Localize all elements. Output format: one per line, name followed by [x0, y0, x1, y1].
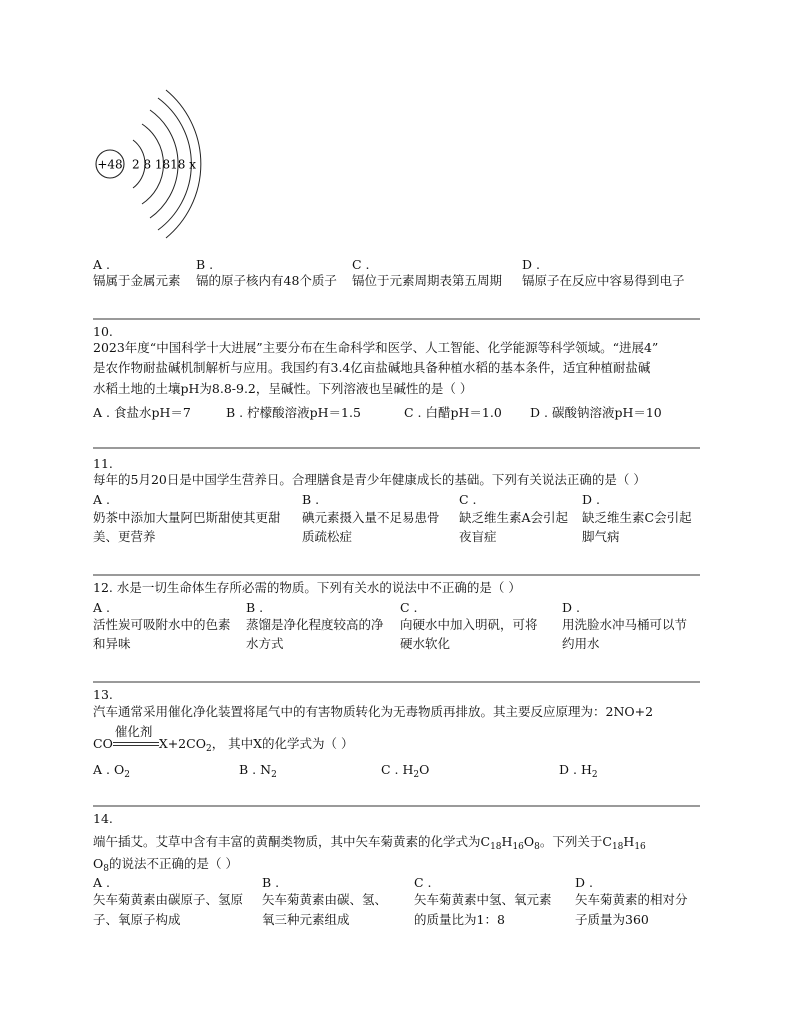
q10-stem-line-1: 2023年度“中国科学十大进展”主要分布在生命科学和医学、人工智能、化学能源等科学领域。“进展4”: [93, 340, 659, 355]
q11-option-d-label[interactable]: D .: [582, 492, 600, 507]
q11-option-d-line2[interactable]: 脚气病: [582, 529, 620, 544]
q9-option-b-text[interactable]: 镉的原子核内有48个质子: [196, 273, 337, 288]
divider: [93, 318, 700, 320]
q10-option-d[interactable]: D . 碳酸钠溶液pH＝10: [530, 405, 662, 420]
q13-option-c[interactable]: C . $H_2O$: [381, 762, 430, 780]
q14-option-d-label[interactable]: D .: [575, 875, 593, 890]
q14-option-a-label[interactable]: A .: [93, 875, 110, 890]
q9-option-a-text[interactable]: 镉属于金属元素: [93, 273, 181, 288]
q13-equation-line: [93, 724, 705, 759]
q12-option-c-line1[interactable]: 向硬水中加入明矾，可将: [400, 617, 538, 632]
q12-option-d-label[interactable]: D .: [562, 600, 580, 615]
divider: [93, 681, 700, 683]
q11-option-c-label[interactable]: C .: [459, 492, 477, 507]
q12-option-c-line2[interactable]: 硬水软化: [400, 636, 451, 651]
q14-number: 14.: [93, 811, 113, 826]
q11-option-a-label[interactable]: A .: [93, 492, 110, 507]
q10-option-a[interactable]: A . 食盐水pH＝7: [93, 405, 191, 420]
q9-option-a-label[interactable]: A .: [93, 257, 110, 272]
q9-option-b-label[interactable]: B .: [196, 257, 214, 272]
q12-option-d-line2[interactable]: 约用水: [562, 636, 600, 651]
q14-stem-line-1: 端午插艾。艾草中含有丰富的黄酮类物质，其中矢车菊黄素的化学式为$C_{18}H_{16}O_8$。下列关于$C_{18}H_{16}$: [93, 834, 646, 852]
q12-option-a-label[interactable]: A .: [93, 600, 110, 615]
q11-option-c-line1[interactable]: 缺乏维生素A会引起: [459, 510, 569, 525]
q10-number: 10.: [93, 324, 113, 339]
q12-stem: 12. 水是一切生命体生存所必需的物质。下列有关水的说法中不正确的是（ ）: [93, 580, 521, 595]
q11-number: 11.: [93, 456, 113, 471]
q9-option-d-label[interactable]: D .: [522, 257, 540, 272]
q14-option-b-line1[interactable]: 矢车菊黄素由碳、氢、: [262, 892, 388, 907]
q14-option-c-line2[interactable]: 的质量比为1：8: [414, 912, 505, 927]
q14-option-c-line1[interactable]: 矢车菊黄素中氢、氧元素: [414, 892, 552, 907]
q11-option-a-line2[interactable]: 美、更营养: [93, 529, 156, 544]
divider: [93, 805, 700, 807]
q10-stem-line-2: 是农作物耐盐碱机制解析与应用。我国约有3.4亿亩盐碱地具备种植水稻的基本条件，适宜种植耐盐碱: [93, 360, 651, 375]
q11-option-b-line2[interactable]: 质疏松症: [302, 529, 353, 544]
q12-option-b-line1[interactable]: 蒸馏是净化程度较高的净: [246, 617, 384, 632]
q12-option-c-label[interactable]: C .: [400, 600, 418, 615]
q13-option-b[interactable]: B . $N_2$: [239, 762, 277, 780]
q13-number: 13.: [93, 687, 113, 702]
q13-catalyst-arrow: [113, 724, 159, 754]
q12-option-b-line2[interactable]: 水方式: [246, 636, 284, 651]
q11-option-b-line1[interactable]: 碘元素摄入量不足易患骨: [302, 510, 440, 525]
q12-option-a-line2[interactable]: 和异味: [93, 636, 131, 651]
q10-stem-line-3: 水稻土地的土壤pH为8.8-9.2，呈碱性。下列溶液也呈碱性的是（ ）: [93, 381, 473, 396]
shell-electrons: 2 8 1818 x: [132, 157, 197, 172]
q14-option-a-line2[interactable]: 子、氧原子构成: [93, 912, 181, 927]
q13-option-d[interactable]: D . $H_2$: [559, 762, 598, 780]
q14-option-d-line2[interactable]: 子质量为360: [575, 912, 649, 927]
q9-option-d-text[interactable]: 镉原子在反应中容易得到电子: [522, 273, 685, 288]
q14-option-c-label[interactable]: C .: [414, 875, 432, 890]
q12-option-d-line1[interactable]: 用洗脸水冲马桶可以节: [562, 617, 688, 632]
q9-option-c-text[interactable]: 镉位于元素周期表第五周期: [352, 273, 503, 288]
q14-option-b-label[interactable]: B .: [262, 875, 280, 890]
atom-structure-diagram: [88, 88, 238, 248]
q11-option-d-line1[interactable]: 缺乏维生素C会引起: [582, 510, 692, 525]
q14-stem-line-2: $O_8$的说法不正确的是（ ）: [93, 856, 238, 874]
nucleus-label: +48: [97, 157, 123, 172]
q10-option-c[interactable]: C . 白醋pH＝1.0: [404, 405, 502, 420]
q11-option-b-label[interactable]: B .: [302, 492, 320, 507]
q9-option-c-label[interactable]: C .: [352, 257, 370, 272]
divider: [93, 447, 700, 449]
q13-eq-products: $X+2CO_2$， 其中X的化学式为（ ）: [158, 736, 354, 754]
divider: [93, 574, 700, 576]
q13-eq-co: CO: [93, 736, 113, 751]
q13-stem-line-1: 汽车通常采用催化净化装置将尾气中的有害物质转化为无毒物质再排放。其主要反应原理为：2NO+2: [93, 704, 654, 719]
q14-option-a-line1[interactable]: 矢车菊黄素由碳原子、氢原: [93, 892, 244, 907]
q11-option-c-line2[interactable]: 夜盲症: [459, 529, 497, 544]
q14-option-b-line2[interactable]: 氧三种元素组成: [262, 912, 350, 927]
q13-option-a[interactable]: A . $O_2$: [93, 762, 130, 780]
q10-option-b[interactable]: B . 柠檬酸溶液pH＝1.5: [226, 405, 361, 420]
q12-option-b-label[interactable]: B .: [246, 600, 264, 615]
q11-stem: 每年的5月20日是中国学生营养日。合理膳食是青少年健康成长的基础。下列有关说法正确的是（ ）: [93, 472, 646, 487]
atom-structure-svg: [88, 88, 238, 248]
q14-option-d-line1[interactable]: 矢车菊黄素的相对分: [575, 892, 688, 907]
q13-catalyst-label: 催化剂: [114, 724, 153, 739]
q11-option-a-line1[interactable]: 奶茶中添加大量阿巴斯甜使其更甜: [93, 510, 281, 525]
q12-option-a-line1[interactable]: 活性炭可吸附水中的色素: [93, 617, 231, 632]
